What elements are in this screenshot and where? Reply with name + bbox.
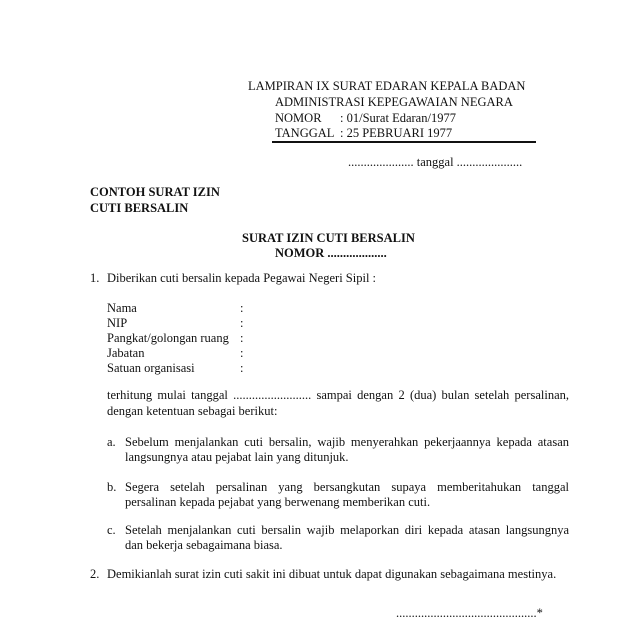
condition-a-letter: a. [107,435,116,449]
attachment-line-2: ADMINISTRASI KEPEGAWAIAN NEGARA [275,95,513,109]
condition-b-line-1: Segera setelah persalinan yang bersangkutan supaya memberitahukan tanggal [125,480,569,494]
condition-a-line-1: Sebelum menjalankan cuti bersalin, wajib menyerahkan pekerjaannya kepada atasan [125,435,569,449]
field-colon: : [240,346,244,360]
condition-c-letter: c. [107,523,116,537]
item-2-number: 2. [90,567,100,581]
header-underline [272,141,536,143]
field-label-jabatan: Jabatan [107,346,145,360]
tanggal-value: : 25 PEBRUARI 1977 [340,126,453,140]
item-2-text: Demikianlah surat izin cuti sakit ini dibuat untuk dapat digunakan sebagaimana mestinya. [107,567,557,581]
signature-line: .............................................* [396,606,543,620]
field-label-satuan-organisasi: Satuan organisasi [107,361,195,375]
condition-b-letter: b. [107,480,117,494]
field-label-nama: Nama [107,301,137,315]
field-label-pangkat: Pangkat/golongan ruang [107,331,229,345]
letter-number: NOMOR ................... [275,246,387,260]
letter-title: SURAT IZIN CUTI BERSALIN [242,231,415,245]
item-1-number: 1. [90,271,100,285]
field-colon: : [240,361,244,375]
period-line-1: terhitung mulai tanggal ......................... sampai dengan 2 (dua) bulan setelah persalinan, [107,388,569,402]
nomor-label: NOMOR [275,111,322,125]
field-label-nip: NIP [107,316,128,330]
field-colon: : [240,301,244,315]
field-colon: : [240,316,244,330]
example-title-line-2: CUTI BERSALIN [90,201,189,215]
condition-c-line-2: dan bekerja sebagaimana biasa. [125,538,283,552]
date-line: ..................... tanggal ..................... [348,155,523,169]
period-line-2: dengan ketentuan sebagai berikut: [107,404,278,418]
tanggal-label: TANGGAL [275,126,335,140]
attachment-line-1: LAMPIRAN IX SURAT EDARAN KEPALA BADAN [248,79,526,93]
condition-b-line-2: persalinan kepada pejabat yang berwenang memberikan cuti. [125,495,431,509]
item-1-text: Diberikan cuti bersalin kepada Pegawai Negeri Sipil : [107,271,377,285]
example-title-line-1: CONTOH SURAT IZIN [90,185,220,199]
condition-c-line-1: Setelah menjalankan cuti bersalin wajib melaporkan diri kepada atasan langsungnya [125,523,569,537]
nomor-value: : 01/Surat Edaran/1977 [340,111,456,125]
condition-a-line-2: langsungnya atau pejabat lain yang ditunjuk. [125,450,349,464]
field-colon: : [240,331,244,345]
